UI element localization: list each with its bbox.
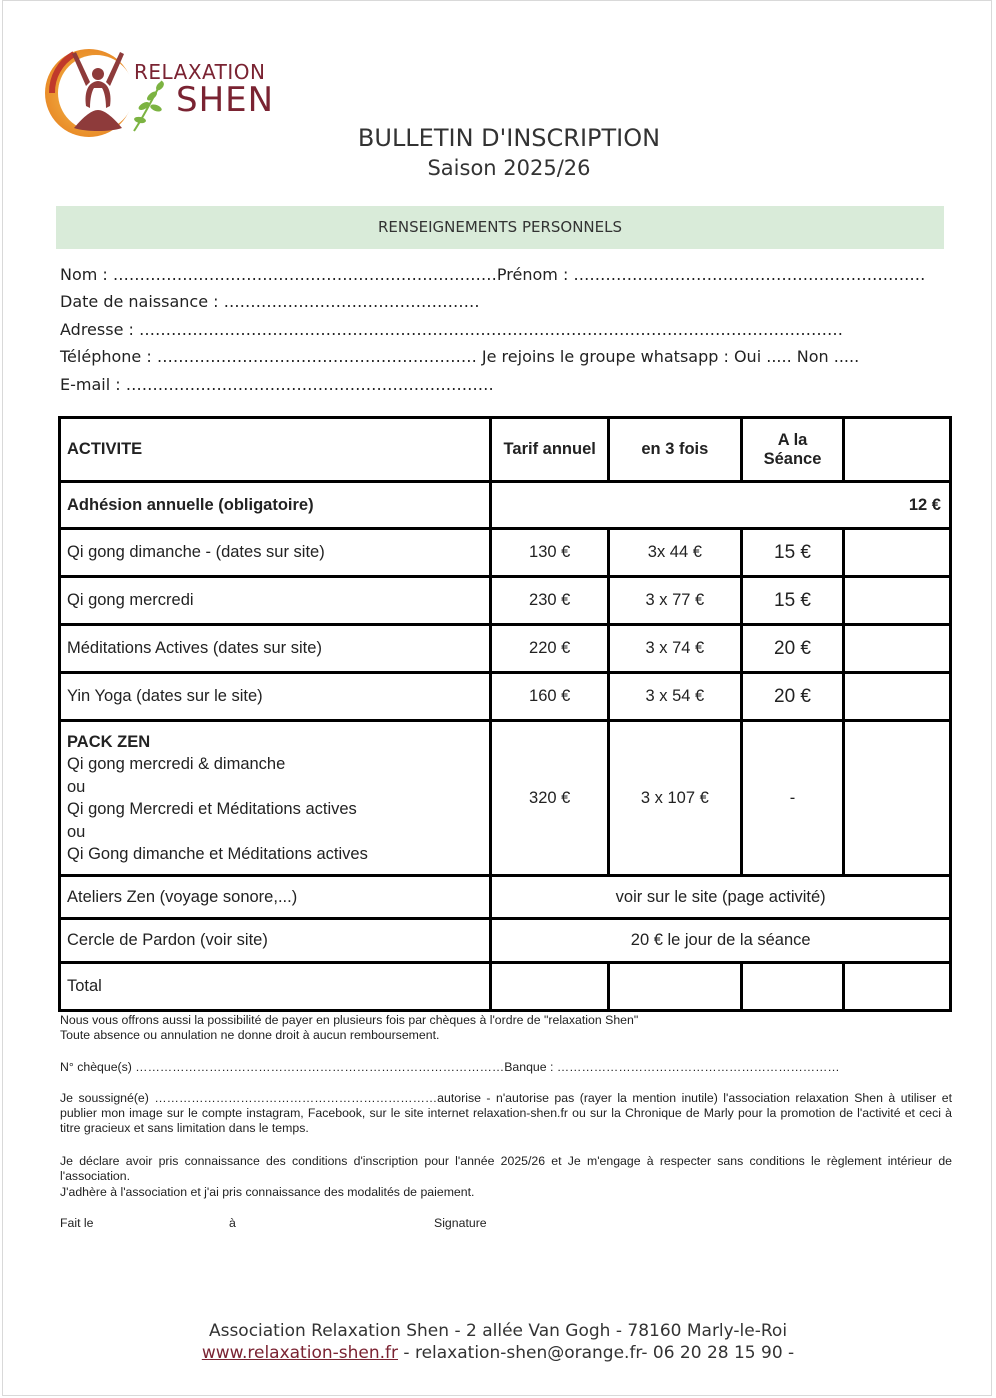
adhesion-label: Adhésion annuelle (obligatoire) [60, 482, 491, 529]
ateliers-label: Ateliers Zen (voyage sonore,...) [60, 876, 491, 919]
activities-table [58, 416, 952, 1012]
total-tarif-annuel[interactable] [491, 963, 609, 1011]
website-link[interactable]: www.relaxation-shen.fr [201, 1343, 399, 1363]
total-3-fois[interactable] [609, 963, 742, 1011]
field-email[interactable]: E-mail : …………………………………………………………… [60, 375, 494, 394]
tarif-3-fois: 3x 44 € [609, 529, 742, 577]
field-nom-prenom[interactable]: Nom : ………………………………………………………………Prénom : ………………………………………………………… [60, 265, 926, 284]
page-subtitle: Saison 2025/26 [427, 156, 591, 180]
pack-zen-label [60, 721, 491, 876]
tarif-3-fois: 3 x 77 € [609, 577, 742, 625]
table-row-cercle [60, 919, 951, 963]
pack-or-2: ou [67, 822, 86, 841]
extra-cell[interactable] [844, 721, 951, 876]
tarif-3-fois: 3 x 54 € [609, 673, 742, 721]
extra-cell[interactable] [844, 673, 951, 721]
table-row [60, 625, 951, 673]
table-row-adhesion [60, 482, 951, 529]
pack-tarif-seance: - [741, 721, 844, 876]
total-extra[interactable] [844, 963, 951, 1011]
tarif-annuel: 230 € [491, 577, 609, 625]
a-label: à [229, 1216, 236, 1230]
field-date-naissance[interactable]: Date de naissance : ………………………………………… [60, 292, 480, 311]
refund-note: Toute absence ou annulation ne donne droit à aucun remboursement. [60, 1028, 440, 1042]
tarif-annuel: 220 € [491, 625, 609, 673]
image-consent: Je soussigné(e) ……………………………………………………………autorise - n'autorise pas (rayer la mention inutile) l'association relaxation Shen à utiliser et publier mon image sur le compte instagram, Facebook, sur le site internet relaxation-shen.fr ou sur la Chronique de Marly pour la promotion de l'activité et ceci à titre gracieux et sans limitation dans le temps. [60, 1091, 952, 1135]
tarif-seance: 15 € [741, 529, 844, 577]
activity-label: Qi gong mercredi [60, 577, 491, 625]
footer-address: Association Relaxation Shen - 2 allée Van Gogh - 78160 Marly-le-Roi [208, 1321, 788, 1341]
table-row [60, 529, 951, 577]
pack-option-1: Qi gong mercredi & dimanche [67, 755, 286, 773]
pack-tarif-annuel: 320 € [491, 721, 609, 876]
header-activite: ACTIVITE [60, 418, 491, 482]
table-row [60, 577, 951, 625]
fait-le-label: Fait le [60, 1216, 94, 1230]
page-title: BULLETIN D'INSCRIPTION [357, 124, 661, 152]
header-a-la-seance [741, 418, 844, 482]
adhesion-price: 12 € [491, 482, 951, 529]
cercle-label: Cercle de Pardon (voir site) [60, 919, 491, 963]
tarif-3-fois: 3 x 74 € [609, 625, 742, 673]
extra-cell[interactable] [844, 577, 951, 625]
field-adresse[interactable]: Adresse : …………………………………………………………………………………………………………………… [60, 320, 843, 339]
table-row-pack-zen [60, 721, 951, 876]
footer-contact [0, 1343, 996, 1363]
table-row [60, 673, 951, 721]
pack-or-1: ou [67, 777, 86, 796]
footer-email-phone: - relaxation-shen@orange.fr- 06 20 28 15 90 - [398, 1343, 795, 1363]
brand-line-1: RELAXATION [134, 60, 266, 84]
extra-cell[interactable] [844, 625, 951, 673]
header-en-3-fois: en 3 fois [609, 418, 742, 482]
tarif-seance: 20 € [741, 625, 844, 673]
payment-note: Nous vous offrons aussi la possibilité de payer en plusieurs fois par chèques à l'ordre de "relaxation Shen" [60, 1013, 639, 1027]
tarif-annuel: 160 € [491, 673, 609, 721]
total-label: Total [60, 963, 491, 1011]
cercle-value: 20 € le jour de la séance [491, 919, 951, 963]
pack-zen-title: PACK ZEN [67, 732, 151, 751]
activity-label: Qi gong dimanche - (dates sur site) [60, 529, 491, 577]
signature-label: Signature [434, 1216, 487, 1230]
cheque-bank-field[interactable]: N° chèque(s) ………………………………………………………………………………Banque : …………………………………………………………… [60, 1060, 840, 1074]
table-row-ateliers [60, 876, 951, 919]
field-telephone-whatsapp[interactable]: Téléphone : …………………………………………………… Je rejoins le groupe whatsapp : Oui ..... Non ..... [60, 347, 860, 366]
pack-option-2: Qi gong Mercredi et Méditations actives [67, 800, 357, 818]
declaration: Je déclare avoir pris connaissance des conditions d'inscription pour l'année 2025/26 et Je m'engage à respecter sans conditions le règlement intérieur de l'association. [60, 1154, 952, 1183]
pack-option-3: Qi Gong dimanche et Méditations actives [67, 845, 368, 863]
header-extra [844, 418, 951, 482]
tarif-seance: 15 € [741, 577, 844, 625]
brand-line-2: SHEN [176, 80, 275, 120]
pack-tarif-3-fois: 3 x 107 € [609, 721, 742, 876]
tarif-seance: 20 € [741, 673, 844, 721]
tarif-annuel: 130 € [491, 529, 609, 577]
header-seance-line1: A la [777, 430, 808, 449]
total-seance[interactable] [741, 963, 844, 1011]
header-tarif-annuel: Tarif annuel [491, 418, 609, 482]
header-seance-line2: Séance [763, 449, 822, 468]
activity-label: Méditations Actives (dates sur site) [60, 625, 491, 673]
table-row-total [60, 963, 951, 1011]
adhesion-statement: J'adhère à l'association et j'ai pris connaissance des modalités de paiement. [60, 1185, 475, 1199]
table-header-row [60, 418, 951, 482]
ateliers-value: voir sur le site (page activité) [491, 876, 951, 919]
activity-label: Yin Yoga (dates sur le site) [60, 673, 491, 721]
section-title: RENSEIGNEMENTS PERSONNELS [377, 218, 623, 236]
extra-cell[interactable] [844, 529, 951, 577]
section-personal-info [56, 206, 944, 249]
